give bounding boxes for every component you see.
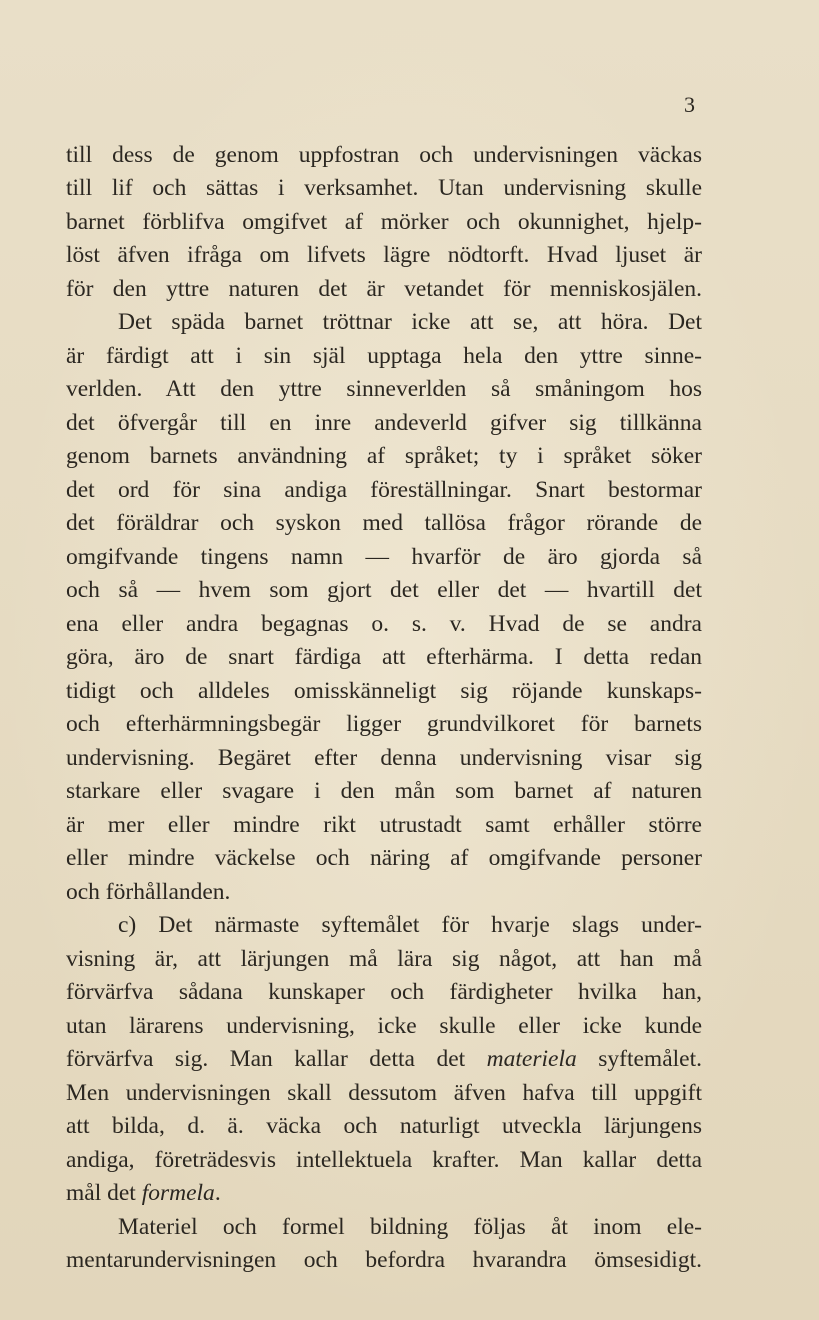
text-line: ena eller andra begagnas o. s. v. Hvad de se andra (66, 611, 702, 637)
text-line: verlden. Att den yttre sinneverlden så småningom hos (66, 376, 702, 402)
text-line: och så — hvem som gjort det eller det — hvartill det (66, 577, 702, 603)
page-number: 3 (684, 92, 695, 117)
text-line: eller mindre väckelse och näring af omgifvande personer (66, 845, 702, 871)
italic-term-materiela: materiela (486, 1046, 577, 1072)
text-line: omgifvande tingens namn — hvarför de äro gjorda så (66, 544, 702, 570)
text-line: Materiel och formel bildning följas åt inom ele- (118, 1214, 702, 1240)
text-line: Men undervisningen skall dessutom äfven hafva till uppgift (66, 1080, 702, 1106)
text-line: är färdigt att i sin själ upptaga hela den yttre sinne- (66, 343, 702, 369)
text-line: tidigt och alldeles omisskänneligt sig röjande kunskaps- (66, 678, 702, 704)
text-line: andiga, företrädesvis intellektuela krafter. Man kallar detta (66, 1147, 702, 1173)
text-line: barnet förblifva omgifvet af mörker och okunnighet, hjelp- (66, 209, 702, 235)
text-line: det öfvergår till en inre andeverld gifver sig tillkänna (66, 410, 702, 436)
text-span: förvärfva sig. Man kallar detta det (66, 1046, 466, 1072)
text-line: mentarundervisningen och befordra hvarandra ömsesidigt. (66, 1247, 702, 1273)
text-span: . (214, 1180, 221, 1206)
text-line: visning är, att lärjungen må lära sig något, att han må (66, 946, 702, 972)
text-line: starkare eller svagare i den mån som barnet af naturen (66, 778, 702, 804)
text-line: löst äfven ifråga om lifvets lägre nödtorft. Hvad ljuset är (66, 242, 702, 268)
text-line: det föräldrar och syskon med tallösa frågor rörande de (66, 510, 702, 536)
text-line: till dess de genom uppfostran och undervisningen väckas (66, 142, 702, 168)
text-line: Det späda barnet tröttnar icke att se, att höra. Det (118, 309, 702, 335)
italic-term-formela: formela (141, 1180, 215, 1206)
text-line: förvärfva sådana kunskaper och färdigheter hvilka han, (66, 979, 702, 1005)
text-span: syftemålet. (576, 1046, 702, 1072)
text-line: c) Det närmaste syftemålet för hvarje slags under- (118, 912, 702, 938)
text-line: och förhållanden. (66, 879, 231, 905)
text-line: det ord för sina andiga föreställningar. Snart bestormar (66, 477, 702, 503)
text-line: undervisning. Begäret efter denna undervisning visar sig (66, 745, 702, 771)
text-line: göra, äro de snart färdiga att efterhärma. I detta redan (66, 644, 702, 670)
text-span: mål det (66, 1180, 136, 1206)
text-line: till lif och sättas i verksamhet. Utan undervisning skulle (66, 175, 702, 201)
text-line-with-italic (66, 1176, 702, 1210)
text-line: att bilda, d. ä. väcka och naturligt utveckla lärjungens (66, 1113, 702, 1139)
text-line: för den yttre naturen det är vetandet för menniskosjälen. (66, 276, 702, 302)
text-line: utan lärarens undervisning, icke skulle eller icke kunde (66, 1013, 702, 1039)
text-line: är mer eller mindre rikt utrustadt samt erhåller större (66, 812, 702, 838)
text-line: genom barnets användning af språket; ty i språket söker (66, 443, 702, 469)
text-line: och efterhärmningsbegär ligger grundvilkoret för barnets (66, 711, 702, 737)
text-line-with-italic (66, 1042, 702, 1076)
